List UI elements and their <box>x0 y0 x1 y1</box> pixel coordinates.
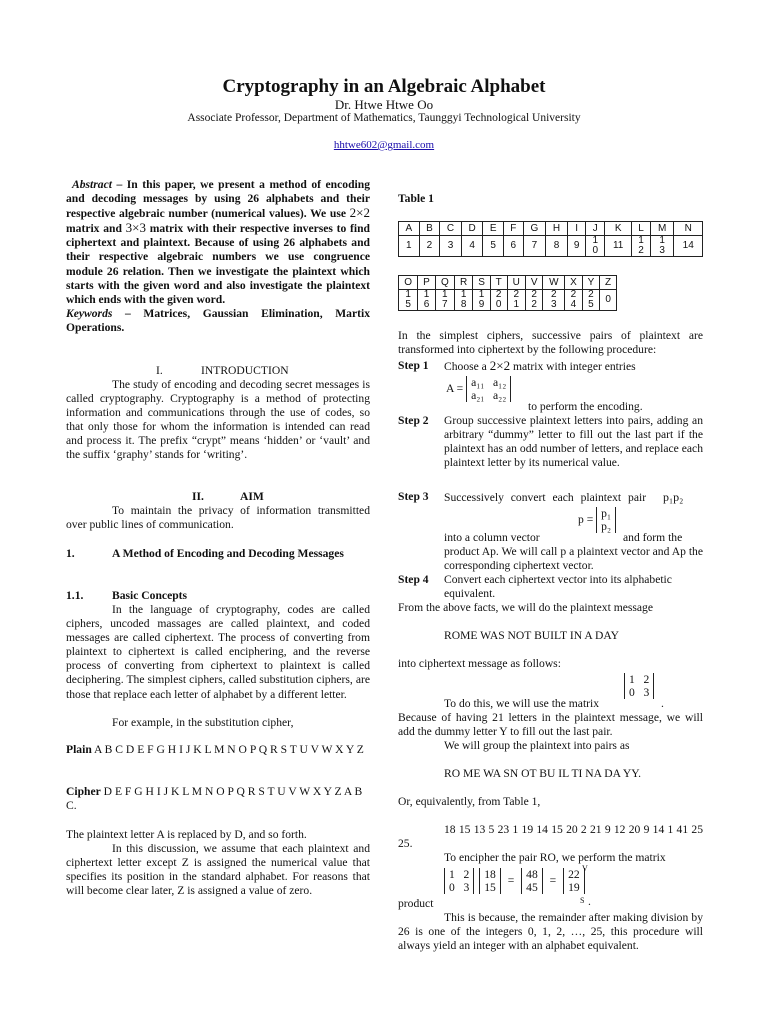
product-vector-3-row-2: 19 <box>568 881 580 894</box>
table-value-7: 2 2 <box>525 290 543 311</box>
plaintext-pairs: RO ME WA SN OT BU IL TI NA DA YY. <box>444 767 642 780</box>
table-letter-5: T <box>490 276 507 290</box>
product-matrix-row-2: 0 3 <box>449 881 470 894</box>
matrix-A-entries <box>466 376 511 402</box>
cipher-alphabet-line <box>66 785 370 813</box>
product-end-dot: . <box>588 895 591 908</box>
encoding-matrix-row-1: 1 2 <box>629 673 650 686</box>
table-value-7: 8 <box>546 236 568 257</box>
step-3-text-a: Successively convert each plaintext pair <box>444 491 653 504</box>
table-letter-11: Z <box>600 276 617 290</box>
product-vector-2-row-1: 48 <box>526 868 538 881</box>
step-2-text: Group successive plaintext letters into pairs, adding an arbitrary “dummy” letter to fill out the last part if the plaintext has an odd number of letters, and replace each plaintext letter by its numerical value. <box>444 414 703 470</box>
table-letter-4: S <box>473 276 491 290</box>
table-value-0: 1 <box>399 236 420 257</box>
vector-p-entries <box>596 507 616 533</box>
section11-title: Basic Concepts <box>112 589 188 602</box>
table-value-8: 2 3 <box>543 290 565 311</box>
section1-heading <box>66 547 370 561</box>
table-value-8: 9 <box>567 236 586 257</box>
table-value-3: 1 8 <box>454 290 472 311</box>
encoding-matrix-entries <box>624 673 654 699</box>
matrix-A-row-2: a₂₁ a₂₂ <box>471 389 507 402</box>
table-letter-9: X <box>565 276 583 290</box>
table-value-13: 14 <box>674 236 703 257</box>
step-4-text: Convert each ciphertext vector into its alphabetic equivalent. <box>444 573 672 601</box>
table-letter-11: L <box>632 222 651 236</box>
author-email <box>0 139 768 151</box>
table-letter-8: W <box>543 276 565 290</box>
keywords-text: – Matrices, Gaussian Elimination, Martix Operations. <box>66 306 370 334</box>
table-letter-1: P <box>418 276 436 290</box>
plaintext-message: ROME WAS NOT BUILT IN A DAY <box>444 629 620 642</box>
abstract-text-1: In this paper, we present a method of encoding and decoding messages by using 26 alphabets and their respective algebraic number (numerical values). We use <box>66 178 370 221</box>
section11-num: 1.1. <box>66 589 84 602</box>
plain-alphabet-line <box>66 743 370 757</box>
product-vector-2-row-2: 45 <box>526 881 538 894</box>
replacement-sentence: The plaintext letter A is replaced by D, and so forth. <box>66 828 307 841</box>
matrix-A-label: A = <box>446 381 464 395</box>
matrix-A-row-1: a₁₁ a₁₂ <box>471 376 507 389</box>
table-value-0: 1 5 <box>399 290 418 311</box>
table-value-2: 3 <box>440 236 462 257</box>
intro-title: INTRODUCTION <box>201 364 289 377</box>
table-letter-3: R <box>454 276 472 290</box>
equals-1: = <box>507 873 515 887</box>
encoding-matrix-row-2: 0 3 <box>629 686 650 699</box>
table-value-6: 2 1 <box>507 290 525 311</box>
todo-text: To do this, we will use the matrix <box>444 697 600 710</box>
table-letter-6: G <box>523 222 546 236</box>
aim-paragraph: To maintain the privacy of information transmitted over public lines of communication. <box>66 504 370 532</box>
table-letter-0: A <box>399 222 420 236</box>
remainder-paragraph: This is because, the remainder after making division by 26 is one of the integers 0, 1, 2, …, 25, this procedure will always yield an integer with an alphabet equivalent. <box>398 911 703 953</box>
table-letter-12: M <box>650 222 674 236</box>
abstract-text-2: matrix and <box>66 222 126 236</box>
table-letter-4: E <box>483 222 504 236</box>
intro-num: I. <box>156 364 163 377</box>
table-letter-13: N <box>674 222 703 236</box>
table-value-5: 2 0 <box>490 290 507 311</box>
table-value-3: 4 <box>461 236 483 257</box>
equals-2: = <box>549 873 557 887</box>
table-value-1: 2 <box>419 236 440 257</box>
table-letter-6: U <box>507 276 525 290</box>
table-value-9: 2 4 <box>565 290 583 311</box>
cipher-letter-v: V <box>582 864 588 873</box>
table-value-10: 2 5 <box>582 290 600 311</box>
step-1-text-b: matrix with integer entries <box>510 360 636 373</box>
step-3 <box>398 490 703 505</box>
table-value-11: 1 2 <box>632 236 651 257</box>
aim-title: AIM <box>240 490 264 503</box>
table-letter-5: F <box>504 222 524 236</box>
table-value-10: 11 <box>605 236 632 257</box>
alphabet-table-row-1 <box>398 221 703 257</box>
table-value-1: 1 6 <box>418 290 436 311</box>
matrix-size-2x2: 2×2 <box>349 205 370 221</box>
matrix-size-3x3: 3×3 <box>125 220 146 236</box>
author-name: Dr. Htwe Htwe Oo <box>334 97 434 112</box>
step-3-text-c: product Ap. We will call p a plaintext vector and Ap the corresponding ciphertext vector. <box>444 545 703 573</box>
todo-end: . <box>661 697 664 710</box>
table-value-4: 5 <box>483 236 504 257</box>
step-1-text-a: Choose a <box>444 360 490 373</box>
table-letter-9: J <box>586 222 605 236</box>
table1-caption: Table 1 <box>398 192 434 205</box>
product-vector-1-row-1: 18 <box>484 868 496 881</box>
cipher-alphabet: D E F G H I J K L M N O P Q R S T U V W X Y Z A B C. <box>66 785 363 813</box>
step-3-text-b: into a column vector <box>444 531 540 544</box>
numeric-sequence: 18 15 13 5 23 1 19 14 15 20 2 21 9 12 20 9 14 1 41 25 25. <box>398 823 703 851</box>
table-value-11: 0 <box>600 290 617 311</box>
step-1 <box>398 359 703 374</box>
vector-p-row-1: p₁ <box>601 507 611 520</box>
product-matrix-row-1: 1 2 <box>449 868 470 881</box>
plain-label: Plain <box>66 743 92 756</box>
product-vector-2 <box>521 868 543 894</box>
step-2-label: Step 2 <box>398 414 429 427</box>
table-letter-1: B <box>419 222 440 236</box>
step-3-label: Step 3 <box>398 490 429 503</box>
step-1-matrix-size: 2×2 <box>489 358 511 373</box>
vector-p <box>578 507 616 533</box>
step-4 <box>398 573 703 601</box>
equivalently-text: Or, equivalently, from Table 1, <box>398 795 541 808</box>
step-1-label: Step 1 <box>398 359 429 372</box>
substitution-example-intro: For example, in the substitution cipher, <box>112 716 294 729</box>
step-1-text-c: to perform the encoding. <box>528 400 643 413</box>
table-value-6: 7 <box>523 236 546 257</box>
product-vector-3-row-1: 22 <box>568 868 580 881</box>
table-letter-10: Y <box>582 276 600 290</box>
paper-title: Cryptography in an Algebraic Alphabet <box>222 76 546 97</box>
cipher-letter-s: S <box>580 896 585 905</box>
group-text: We will group the plaintext into pairs as <box>444 739 630 752</box>
table-value-2: 1 7 <box>435 290 454 311</box>
aim-num: II. <box>192 490 204 503</box>
table-letter-8: I <box>567 222 586 236</box>
product-vector-1 <box>479 868 501 894</box>
vector-p-row-2: p₂ <box>601 520 611 533</box>
table-letter-7: H <box>546 222 568 236</box>
matrix-product <box>444 868 585 894</box>
numerical-assignment-paragraph: In this discussion, we assume that each plaintext and ciphertext letter except Z is assigned the numerical value that specifies its position in the standard alphabet. For reasons that will become clear later, Z is assigned a value of zero. <box>66 842 370 898</box>
abstract-block <box>66 178 370 335</box>
basic-concepts-paragraph: In the language of cryptography, codes are called ciphers, uncoded massages are called plaintext, and coded messages are called ciphertext. The process of converting from plaintext to ciphertext is called enciphering, and the reverse process of converting from ciphertext to plaintext is called deciphering. The simplest ciphers, called substitution ciphers, are those that replace each letter of alphabet by a different letter. <box>66 603 370 701</box>
section11-heading <box>66 589 370 603</box>
from-facts: From the above facts, we will do the plaintext message <box>398 601 653 614</box>
encipher-text: To encipher the pair RO, we perform the matrix <box>444 851 666 864</box>
vector-p-label: p = <box>578 512 594 526</box>
email-link[interactable]: hhtwe602@gmail.com <box>333 139 435 151</box>
step-2 <box>398 414 703 470</box>
step-3-text-c-part: and form the <box>623 531 683 544</box>
table-value-9: 1 0 <box>586 236 605 257</box>
table-letter-10: K <box>605 222 632 236</box>
table-letter-7: V <box>525 276 543 290</box>
table-letter-2: Q <box>435 276 454 290</box>
section1-num: 1. <box>66 547 75 560</box>
intro-paragraph: The study of encoding and decoding secret messages is called cryptography. Cryptography is a method of protecting information and communications through the use of codes, so that only those for whom the information is intended can read and process it. The prefix “crypt” means ‘hidden’ or ‘vault’ and the suffix ‘graphy’ stands for ‘writing’. <box>66 378 370 462</box>
keywords-label: Keywords <box>66 306 113 320</box>
abstract-text-3: matrix with their respective inverses to find ciphertext and plaintext. Because of using 26 alphabets and their respective algebraic numbers we use congruence module 26 relation. Then we investigate the plaintext which starts with the given word and also investigate the plaintext which ends with the given word. <box>66 222 370 306</box>
plain-alphabet: A B C D E F G H I J K L M N O P Q R S T U V W X Y Z <box>91 743 364 756</box>
into-ciphertext: into ciphertext message as follows: <box>398 657 561 670</box>
section1-title: A Method of Encoding and Decoding Messages <box>112 547 344 560</box>
step-3-pair: p₁p₂ <box>662 490 684 504</box>
table-value-5: 6 <box>504 236 524 257</box>
matrix-A <box>446 376 511 402</box>
alphabet-table-row-2 <box>398 275 617 311</box>
dummy-letter-paragraph: Because of having 21 letters in the plaintext message, we will add the dummy letter Y to fill out the last pair. <box>398 711 703 739</box>
encoding-matrix <box>624 673 654 699</box>
table-letter-0: O <box>399 276 418 290</box>
abstract-dash: – <box>111 178 127 191</box>
product-matrix-A <box>444 868 474 894</box>
table-letter-2: C <box>440 222 462 236</box>
cipher-label: Cipher <box>66 785 101 798</box>
product-label: product <box>398 897 434 910</box>
table-value-12: 1 3 <box>650 236 674 257</box>
table-value-4: 1 9 <box>473 290 491 311</box>
author-affiliation: Associate Professor, Department of Mathematics, Taunggyi Technological University <box>187 112 581 124</box>
table-letter-3: D <box>461 222 483 236</box>
procedure-intro: In the simplest ciphers, successive pairs of plaintext are transformed into ciphertext by the following procedure: <box>398 329 703 357</box>
product-vector-1-row-2: 15 <box>484 881 496 894</box>
step-4-label: Step 4 <box>398 573 429 586</box>
abstract-label: Abstract <box>72 178 112 191</box>
